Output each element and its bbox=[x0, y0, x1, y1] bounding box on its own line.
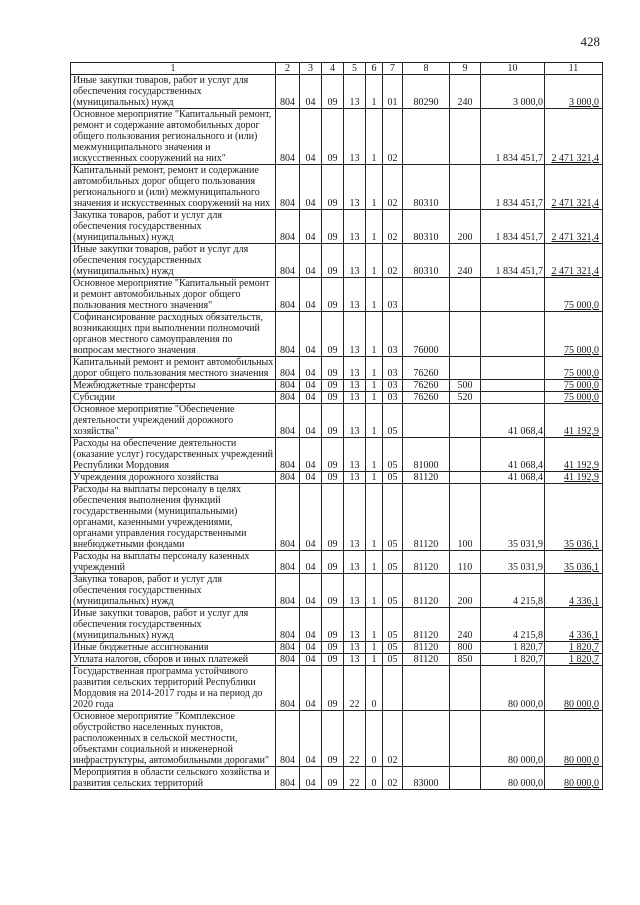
code-event: 05 bbox=[383, 404, 403, 438]
code-direction: 81000 bbox=[403, 438, 450, 472]
amount-2018: 41 192,9 bbox=[545, 472, 603, 484]
amount-2017 bbox=[481, 380, 545, 392]
table-row bbox=[71, 75, 603, 109]
code-ministry: 804 bbox=[276, 75, 300, 109]
code-event: 03 bbox=[383, 357, 403, 380]
code-ministry: 804 bbox=[276, 312, 300, 357]
table-row bbox=[71, 608, 603, 642]
amount-2018: 35 036,1 bbox=[545, 484, 603, 551]
code-expense-type bbox=[450, 767, 481, 790]
code-subprogram: 1 bbox=[366, 278, 383, 312]
code-program: 13 bbox=[344, 380, 366, 392]
code-expense-type bbox=[450, 357, 481, 380]
code-ministry: 804 bbox=[276, 767, 300, 790]
code-ministry: 804 bbox=[276, 711, 300, 767]
code-subprogram: 1 bbox=[366, 654, 383, 666]
code-expense-type bbox=[450, 438, 481, 472]
code-subsection: 09 bbox=[322, 574, 344, 608]
code-subprogram: 1 bbox=[366, 109, 383, 165]
code-subprogram: 1 bbox=[366, 484, 383, 551]
code-ministry: 804 bbox=[276, 642, 300, 654]
code-subsection: 09 bbox=[322, 244, 344, 278]
code-direction: 81120 bbox=[403, 608, 450, 642]
amount-2018: 80 000,0 bbox=[545, 666, 603, 711]
row-name: Уплата налогов, сборов и иных платежей bbox=[71, 654, 276, 666]
code-program: 13 bbox=[344, 75, 366, 109]
code-direction: 81120 bbox=[403, 551, 450, 574]
code-ministry: 804 bbox=[276, 210, 300, 244]
amount-2018: 41 192,9 bbox=[545, 404, 603, 438]
code-subsection: 09 bbox=[322, 608, 344, 642]
code-event: 02 bbox=[383, 210, 403, 244]
code-program: 13 bbox=[344, 642, 366, 654]
amount-2017 bbox=[481, 392, 545, 404]
code-expense-type: 240 bbox=[450, 75, 481, 109]
code-program: 13 bbox=[344, 244, 366, 278]
amount-2017: 1 834 451,7 bbox=[481, 210, 545, 244]
row-name: Капитальный ремонт и ремонт автомобильных дорог общего пользования местного значения bbox=[71, 357, 276, 380]
code-section: 04 bbox=[300, 608, 322, 642]
table-row bbox=[71, 244, 603, 278]
code-expense-type: 200 bbox=[450, 574, 481, 608]
table-row bbox=[71, 472, 603, 484]
code-expense-type bbox=[450, 666, 481, 711]
code-direction: 80310 bbox=[403, 210, 450, 244]
code-section: 04 bbox=[300, 574, 322, 608]
code-subprogram: 0 bbox=[366, 767, 383, 790]
code-expense-type bbox=[450, 472, 481, 484]
amount-2018: 41 192,9 bbox=[545, 438, 603, 472]
code-program: 13 bbox=[344, 312, 366, 357]
code-program: 13 bbox=[344, 551, 366, 574]
code-section: 04 bbox=[300, 392, 322, 404]
code-program: 13 bbox=[344, 654, 366, 666]
amount-2018: 2 471 321,4 bbox=[545, 165, 603, 210]
code-direction bbox=[403, 278, 450, 312]
code-ministry: 804 bbox=[276, 608, 300, 642]
code-section: 04 bbox=[300, 472, 322, 484]
code-program: 13 bbox=[344, 109, 366, 165]
code-program: 13 bbox=[344, 278, 366, 312]
table-row bbox=[71, 767, 603, 790]
code-program: 13 bbox=[344, 574, 366, 608]
code-direction bbox=[403, 711, 450, 767]
code-program: 22 bbox=[344, 711, 366, 767]
row-name: Основное мероприятие "Обеспечение деятельности учреждений дорожного хозяйства" bbox=[71, 404, 276, 438]
code-section: 04 bbox=[300, 75, 322, 109]
row-name: Расходы на выплаты персоналу в целях обеспечения выполнения функций государственными (муниципальными) органами, казенными учреждениями, органами управления государственными внебюджетными фондами bbox=[71, 484, 276, 551]
row-name: Иные закупки товаров, работ и услуг для обеспечения государственных (муниципальных) нужд bbox=[71, 244, 276, 278]
code-expense-type: 850 bbox=[450, 654, 481, 666]
code-program: 13 bbox=[344, 472, 366, 484]
code-subprogram: 1 bbox=[366, 312, 383, 357]
code-event: 03 bbox=[383, 380, 403, 392]
code-subsection: 09 bbox=[322, 75, 344, 109]
code-subsection: 09 bbox=[322, 551, 344, 574]
code-event: 02 bbox=[383, 244, 403, 278]
amount-2017: 35 031,9 bbox=[481, 551, 545, 574]
code-direction bbox=[403, 404, 450, 438]
code-program: 13 bbox=[344, 165, 366, 210]
code-expense-type bbox=[450, 711, 481, 767]
amount-2017 bbox=[481, 278, 545, 312]
code-event: 03 bbox=[383, 392, 403, 404]
code-subsection: 09 bbox=[322, 666, 344, 711]
code-event: 02 bbox=[383, 711, 403, 767]
code-ministry: 804 bbox=[276, 484, 300, 551]
amount-2018: 80 000,0 bbox=[545, 767, 603, 790]
row-name: Расходы на выплаты персоналу казенных учреждений bbox=[71, 551, 276, 574]
table-row bbox=[71, 654, 603, 666]
column-header-9: 9 bbox=[450, 63, 481, 75]
code-subsection: 09 bbox=[322, 472, 344, 484]
amount-2017: 1 820,7 bbox=[481, 654, 545, 666]
amount-2017: 80 000,0 bbox=[481, 666, 545, 711]
column-header-2: 2 bbox=[276, 63, 300, 75]
code-subprogram: 1 bbox=[366, 244, 383, 278]
column-header-6: 6 bbox=[366, 63, 383, 75]
code-expense-type: 100 bbox=[450, 484, 481, 551]
code-expense-type: 520 bbox=[450, 392, 481, 404]
code-event: 05 bbox=[383, 438, 403, 472]
code-event: 05 bbox=[383, 654, 403, 666]
column-header-1: 1 bbox=[71, 63, 276, 75]
code-section: 04 bbox=[300, 666, 322, 711]
amount-2018: 75 000,0 bbox=[545, 380, 603, 392]
code-direction: 81120 bbox=[403, 484, 450, 551]
code-subprogram: 1 bbox=[366, 642, 383, 654]
code-section: 04 bbox=[300, 404, 322, 438]
code-subprogram: 0 bbox=[366, 711, 383, 767]
code-section: 04 bbox=[300, 654, 322, 666]
amount-2017: 1 820,7 bbox=[481, 642, 545, 654]
code-section: 04 bbox=[300, 642, 322, 654]
amount-2018: 2 471 321,4 bbox=[545, 210, 603, 244]
amount-2018: 75 000,0 bbox=[545, 357, 603, 380]
code-expense-type: 240 bbox=[450, 244, 481, 278]
table-row bbox=[71, 392, 603, 404]
code-subsection: 09 bbox=[322, 357, 344, 380]
code-expense-type: 200 bbox=[450, 210, 481, 244]
code-ministry: 804 bbox=[276, 654, 300, 666]
amount-2018: 1 820,7 bbox=[545, 642, 603, 654]
code-direction: 76260 bbox=[403, 357, 450, 380]
code-section: 04 bbox=[300, 109, 322, 165]
amount-2017: 4 215,8 bbox=[481, 608, 545, 642]
code-event: 01 bbox=[383, 75, 403, 109]
amount-2017: 41 068,4 bbox=[481, 404, 545, 438]
row-name: Государственная программа устойчивого развития сельских территорий Республики Мордовия на 2014-2017 годы и на период до 2020 года bbox=[71, 666, 276, 711]
code-program: 13 bbox=[344, 438, 366, 472]
code-section: 04 bbox=[300, 767, 322, 790]
column-header-8: 8 bbox=[403, 63, 450, 75]
code-direction: 80310 bbox=[403, 244, 450, 278]
code-ministry: 804 bbox=[276, 244, 300, 278]
code-program: 13 bbox=[344, 392, 366, 404]
column-header-5: 5 bbox=[344, 63, 366, 75]
code-section: 04 bbox=[300, 711, 322, 767]
table-row bbox=[71, 438, 603, 472]
code-ministry: 804 bbox=[276, 551, 300, 574]
amount-2018: 75 000,0 bbox=[545, 312, 603, 357]
code-direction: 83000 bbox=[403, 767, 450, 790]
code-expense-type: 110 bbox=[450, 551, 481, 574]
row-name: Мероприятия в области сельского хозяйства и развития сельских территорий bbox=[71, 767, 276, 790]
amount-2017: 1 834 451,7 bbox=[481, 109, 545, 165]
table-header-row bbox=[71, 63, 603, 75]
code-section: 04 bbox=[300, 484, 322, 551]
amount-2017: 41 068,4 bbox=[481, 438, 545, 472]
amount-2017: 1 834 451,7 bbox=[481, 244, 545, 278]
code-expense-type bbox=[450, 278, 481, 312]
row-name: Закупка товаров, работ и услуг для обеспечения государственных (муниципальных) нужд bbox=[71, 574, 276, 608]
code-subsection: 09 bbox=[322, 404, 344, 438]
code-subprogram: 1 bbox=[366, 404, 383, 438]
row-name: Субсидии bbox=[71, 392, 276, 404]
code-section: 04 bbox=[300, 210, 322, 244]
budget-table bbox=[70, 62, 603, 790]
code-direction: 81120 bbox=[403, 472, 450, 484]
code-direction: 81120 bbox=[403, 574, 450, 608]
code-program: 13 bbox=[344, 357, 366, 380]
code-ministry: 804 bbox=[276, 278, 300, 312]
row-name: Основное мероприятие "Капитальный ремонт и ремонт автомобильных дорог общего пользования местного значения" bbox=[71, 278, 276, 312]
table-row bbox=[71, 380, 603, 392]
code-direction: 76260 bbox=[403, 392, 450, 404]
code-section: 04 bbox=[300, 165, 322, 210]
code-program: 13 bbox=[344, 608, 366, 642]
code-subprogram: 0 bbox=[366, 666, 383, 711]
code-subsection: 09 bbox=[322, 642, 344, 654]
amount-2017 bbox=[481, 357, 545, 380]
table-row bbox=[71, 278, 603, 312]
row-name: Закупка товаров, работ и услуг для обеспечения государственных (муниципальных) нужд bbox=[71, 210, 276, 244]
code-subsection: 09 bbox=[322, 210, 344, 244]
code-ministry: 804 bbox=[276, 472, 300, 484]
code-event: 05 bbox=[383, 472, 403, 484]
code-program: 13 bbox=[344, 484, 366, 551]
code-event: 03 bbox=[383, 278, 403, 312]
code-direction: 80310 bbox=[403, 165, 450, 210]
code-direction: 80290 bbox=[403, 75, 450, 109]
code-expense-type: 240 bbox=[450, 608, 481, 642]
code-expense-type bbox=[450, 109, 481, 165]
code-subsection: 09 bbox=[322, 109, 344, 165]
amount-2018: 3 000,0 bbox=[545, 75, 603, 109]
code-program: 22 bbox=[344, 767, 366, 790]
amount-2018: 75 000,0 bbox=[545, 392, 603, 404]
amount-2018: 35 036,1 bbox=[545, 551, 603, 574]
code-ministry: 804 bbox=[276, 438, 300, 472]
code-subprogram: 1 bbox=[366, 75, 383, 109]
table-row bbox=[71, 404, 603, 438]
code-event bbox=[383, 666, 403, 711]
table-row bbox=[71, 711, 603, 767]
table-row bbox=[71, 642, 603, 654]
code-subprogram: 1 bbox=[366, 392, 383, 404]
amount-2018: 1 820,7 bbox=[545, 654, 603, 666]
code-expense-type bbox=[450, 312, 481, 357]
code-ministry: 804 bbox=[276, 574, 300, 608]
code-ministry: 804 bbox=[276, 392, 300, 404]
page-number: 428 bbox=[580, 34, 600, 49]
code-subprogram: 1 bbox=[366, 438, 383, 472]
code-section: 04 bbox=[300, 244, 322, 278]
row-name: Софинансирование расходных обязательств, возникающих при выполнении полномочий органов местного самоуправления по вопросам местного значения bbox=[71, 312, 276, 357]
code-section: 04 bbox=[300, 312, 322, 357]
code-event: 05 bbox=[383, 484, 403, 551]
code-subsection: 09 bbox=[322, 312, 344, 357]
code-subsection: 09 bbox=[322, 165, 344, 210]
code-direction: 81120 bbox=[403, 654, 450, 666]
column-header-11: 11 bbox=[545, 63, 603, 75]
row-name: Учреждения дорожного хозяйства bbox=[71, 472, 276, 484]
code-direction bbox=[403, 666, 450, 711]
code-section: 04 bbox=[300, 278, 322, 312]
code-ministry: 804 bbox=[276, 380, 300, 392]
code-subsection: 09 bbox=[322, 438, 344, 472]
code-ministry: 804 bbox=[276, 165, 300, 210]
table-row bbox=[71, 165, 603, 210]
table-row bbox=[71, 357, 603, 380]
code-section: 04 bbox=[300, 551, 322, 574]
row-name: Основное мероприятие "Комплексное обустройство населенных пунктов, расположенных в сельской местности, объектами социальной и инженерной инфраструктуры, автомобильными дорогами" bbox=[71, 711, 276, 767]
row-name: Межбюджетные трансферты bbox=[71, 380, 276, 392]
column-header-7: 7 bbox=[383, 63, 403, 75]
column-header-10: 10 bbox=[481, 63, 545, 75]
code-subprogram: 1 bbox=[366, 608, 383, 642]
amount-2017: 3 000,0 bbox=[481, 75, 545, 109]
row-name: Капитальный ремонт, ремонт и содержание автомобильных дорог общего пользования регионального и (или) межмуниципального значения и искусственных сооружений на них bbox=[71, 165, 276, 210]
amount-2017 bbox=[481, 312, 545, 357]
code-subprogram: 1 bbox=[366, 165, 383, 210]
code-subsection: 09 bbox=[322, 380, 344, 392]
code-subsection: 09 bbox=[322, 484, 344, 551]
code-subsection: 09 bbox=[322, 392, 344, 404]
amount-2018: 80 000,0 bbox=[545, 711, 603, 767]
code-expense-type bbox=[450, 165, 481, 210]
code-direction: 76000 bbox=[403, 312, 450, 357]
column-header-4: 4 bbox=[322, 63, 344, 75]
code-event: 02 bbox=[383, 767, 403, 790]
code-ministry: 804 bbox=[276, 109, 300, 165]
code-direction: 81120 bbox=[403, 642, 450, 654]
code-event: 03 bbox=[383, 312, 403, 357]
amount-2017: 35 031,9 bbox=[481, 484, 545, 551]
code-event: 05 bbox=[383, 608, 403, 642]
code-section: 04 bbox=[300, 380, 322, 392]
code-subprogram: 1 bbox=[366, 380, 383, 392]
code-subsection: 09 bbox=[322, 711, 344, 767]
code-expense-type bbox=[450, 404, 481, 438]
code-ministry: 804 bbox=[276, 666, 300, 711]
table-row bbox=[71, 666, 603, 711]
code-ministry: 804 bbox=[276, 357, 300, 380]
row-name: Основное мероприятие "Капитальный ремонт, ремонт и содержание автомобильных дорог общего пользования регионального и (или) межмуниципального значения и искусственных сооружений на них" bbox=[71, 109, 276, 165]
code-subprogram: 1 bbox=[366, 472, 383, 484]
code-direction bbox=[403, 109, 450, 165]
table-row bbox=[71, 312, 603, 357]
column-header-3: 3 bbox=[300, 63, 322, 75]
code-section: 04 bbox=[300, 357, 322, 380]
row-name: Иные бюджетные ассигнования bbox=[71, 642, 276, 654]
code-event: 02 bbox=[383, 109, 403, 165]
code-subprogram: 1 bbox=[366, 551, 383, 574]
amount-2017: 4 215,8 bbox=[481, 574, 545, 608]
code-expense-type: 500 bbox=[450, 380, 481, 392]
table-body bbox=[71, 75, 603, 790]
amount-2018: 2 471 321,4 bbox=[545, 109, 603, 165]
code-subprogram: 1 bbox=[366, 357, 383, 380]
code-section: 04 bbox=[300, 438, 322, 472]
amount-2017: 41 068,4 bbox=[481, 472, 545, 484]
table-row bbox=[71, 109, 603, 165]
code-subsection: 09 bbox=[322, 654, 344, 666]
code-event: 05 bbox=[383, 551, 403, 574]
table-row bbox=[71, 484, 603, 551]
code-direction: 76260 bbox=[403, 380, 450, 392]
amount-2017: 1 834 451,7 bbox=[481, 165, 545, 210]
row-name: Расходы на обеспечение деятельности (оказание услуг) государственных учреждений Республики Мордовия bbox=[71, 438, 276, 472]
table-row bbox=[71, 551, 603, 574]
row-name: Иные закупки товаров, работ и услуг для обеспечения государственных (муниципальных) нужд bbox=[71, 608, 276, 642]
code-subprogram: 1 bbox=[366, 210, 383, 244]
row-name: Иные закупки товаров, работ и услуг для обеспечения государственных (муниципальных) нужд bbox=[71, 75, 276, 109]
amount-2018: 2 471 321,4 bbox=[545, 244, 603, 278]
amount-2018: 4 336,1 bbox=[545, 608, 603, 642]
table-row bbox=[71, 210, 603, 244]
code-program: 13 bbox=[344, 404, 366, 438]
code-event: 05 bbox=[383, 574, 403, 608]
code-subprogram: 1 bbox=[366, 574, 383, 608]
code-ministry: 804 bbox=[276, 404, 300, 438]
table-row bbox=[71, 574, 603, 608]
code-event: 05 bbox=[383, 642, 403, 654]
amount-2018: 75 000,0 bbox=[545, 278, 603, 312]
amount-2017: 80 000,0 bbox=[481, 767, 545, 790]
code-program: 13 bbox=[344, 210, 366, 244]
code-subsection: 09 bbox=[322, 278, 344, 312]
amount-2017: 80 000,0 bbox=[481, 711, 545, 767]
amount-2018: 4 336,1 bbox=[545, 574, 603, 608]
code-subsection: 09 bbox=[322, 767, 344, 790]
code-event: 02 bbox=[383, 165, 403, 210]
code-expense-type: 800 bbox=[450, 642, 481, 654]
code-program: 22 bbox=[344, 666, 366, 711]
